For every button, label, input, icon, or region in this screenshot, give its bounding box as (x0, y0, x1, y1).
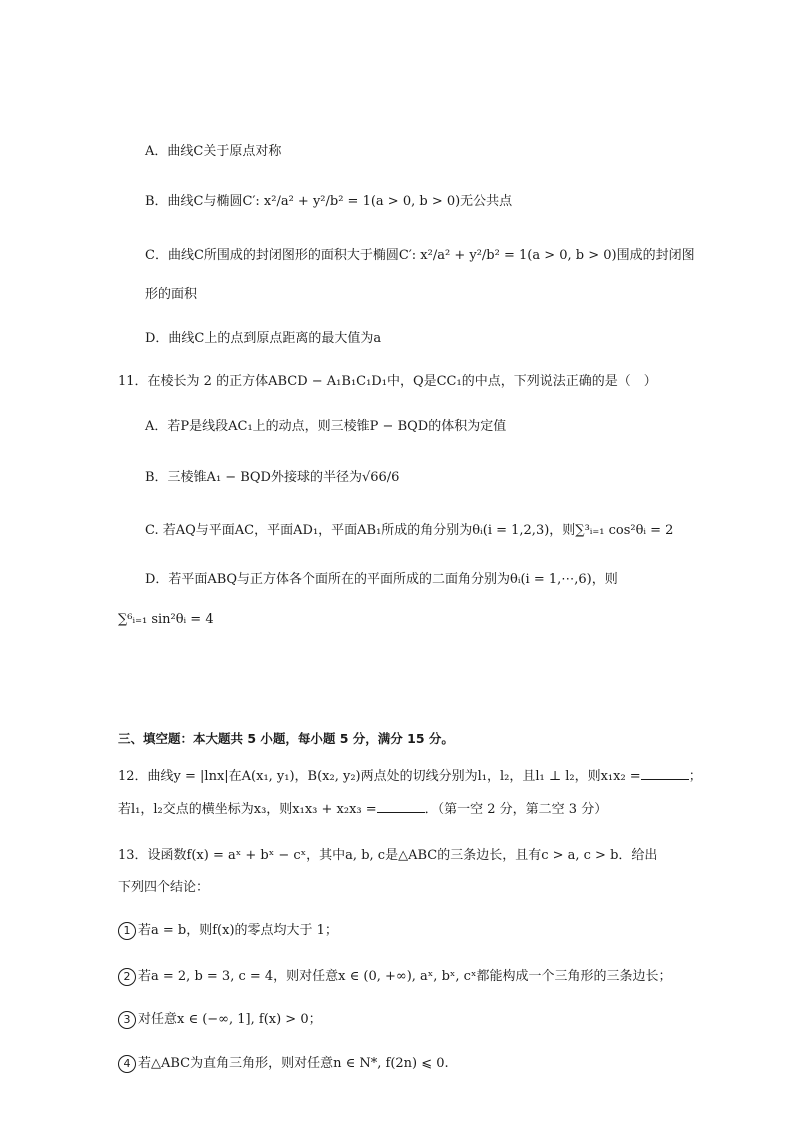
q12-line1-text: 12．曲线y = |lnx|在A(x₁, y₁)，B(x₂, y₂)两点处的切线分别为l₁，l₂，且l₁ ⊥ l₂，则x₁x₂ = (118, 769, 641, 784)
q11-option-b: B．三棱锥A₁ − BQD外接球的半径为√66/6 (145, 470, 400, 485)
q13-item-text: 对任意x ∈ (−∞, 1], f(x) > 0； (138, 1012, 322, 1027)
q12-line2 (118, 800, 607, 820)
circled-number-1: 1 (118, 922, 136, 940)
q12-blank-1 (641, 767, 689, 780)
q13-stem-line2: 下列四个结论： (118, 880, 210, 895)
circled-number-4: 4 (118, 1055, 136, 1073)
q13-item-2 (118, 967, 671, 987)
q13-item-text: 若△ABC为直角三角形，则对任意n ∈ N*, f(2n) ⩽ 0. (138, 1056, 449, 1071)
q11-option-d-line2: ∑⁶ᵢ₌₁ sin²θᵢ = 4 (118, 612, 214, 627)
q12-line1-end: ； (688, 769, 702, 784)
section-heading-fill-in: 三、填空题：本大题共 5 小题，每小题 5 分，满分 15 分。 (118, 731, 454, 746)
q10-option-c-line2: 形的面积 (145, 287, 198, 302)
q12-line2-text: 若l₁，l₂交点的横坐标为x₃，则x₁x₃ + x₂x₃ = (118, 802, 377, 817)
q12-line1 (118, 767, 702, 787)
q11-option-d-line1: D．若平面ABQ与正方体各个面所在的平面所成的二面角分别为θᵢ(i = 1,⋯,6)，则 (145, 572, 618, 587)
q11-stem: 11．在棱长为 2 的正方体ABCD − A₁B₁C₁D₁中，Q是CC₁的中点，下列说法正确的是（ ） (118, 374, 657, 389)
circled-number-3: 3 (118, 1011, 136, 1029)
q13-item-4 (118, 1054, 449, 1074)
q10-option-a: A．曲线C关于原点对称 (145, 144, 282, 159)
q13-item-text: 若a = b，则f(x)的零点均大于 1； (138, 923, 338, 938)
q13-stem-line1: 13．设函数f(x) = aˣ + bˣ − cˣ，其中a, b, c是△ABC的三条边长，且有c > a, c > b．给出 (118, 848, 658, 863)
circled-number-2: 2 (118, 968, 136, 986)
q10-option-c-line1: C．曲线C所围成的封闭图形的面积大于椭圆C′: x²/a² + y²/b² = 1(a > 0, b > 0)围成的封闭图 (145, 248, 695, 263)
q11-option-a: A．若P是线段AC₁上的动点，则三棱锥P − BQD的体积为定值 (145, 419, 507, 434)
q10-option-b: B．曲线C与椭圆C′: x²/a² + y²/b² = 1(a > 0, b > 0)无公共点 (145, 194, 513, 209)
q13-item-1 (118, 921, 338, 941)
q12-line2-end: ．（第一空 2 分，第二空 3 分） (424, 802, 608, 817)
q10-option-d: D．曲线C上的点到原点距离的最大值为a (145, 331, 382, 346)
q13-item-3 (118, 1010, 322, 1030)
q11-option-c: C. 若AQ与平面AC，平面AD₁，平面AB₁所成的角分别为θᵢ(i = 1,2,3)，则∑³ᵢ₌₁ cos²θᵢ = 2 (145, 523, 674, 538)
q12-blank-2 (377, 800, 425, 813)
q13-item-text: 若a = 2, b = 3, c = 4，则对任意x ∈ (0, +∞), aˣ, bˣ, cˣ都能构成一个三角形的三条边长； (138, 969, 672, 984)
